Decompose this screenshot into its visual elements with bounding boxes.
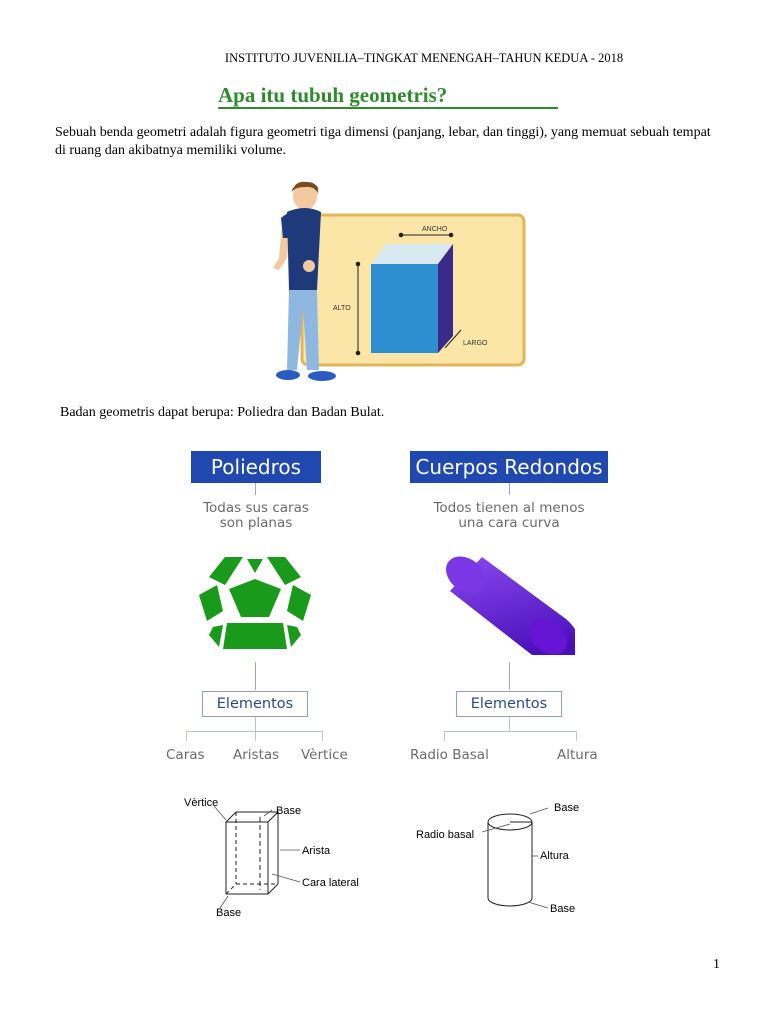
connector-line xyxy=(255,662,256,690)
redondos-caption-line1: Todos tienen al menos xyxy=(433,500,585,516)
redondos-caption xyxy=(410,501,608,531)
rectangular-box-icon xyxy=(371,244,453,353)
subtitle-paragraph: Badan geometris dapat berupa: Poliedra dan Badan Bulat. xyxy=(60,405,385,420)
connector-line xyxy=(322,731,323,741)
title-underline xyxy=(218,107,558,109)
poliedros-heading: Poliedros xyxy=(191,451,321,483)
page-number: 1 xyxy=(713,957,720,972)
connector-line xyxy=(509,483,510,495)
prism-label-vertice: Vèrtice xyxy=(184,797,219,809)
label-ancho: ANCHO xyxy=(422,226,448,233)
connector-line xyxy=(255,717,256,731)
element-aristas: Aristas xyxy=(233,747,280,763)
prism-label-arista: Arista xyxy=(302,845,331,857)
connector-line xyxy=(576,731,577,741)
prism-label-base-bottom: Base xyxy=(216,907,242,919)
redondos-caption-line2: una cara curva xyxy=(458,515,560,531)
label-alto: ALTO xyxy=(333,305,351,312)
intro-paragraph: Sebuah benda geometri adalah figura geometri tiga dimensi (panjang, lebar, dan tinggi), yang memuat sebuah tempat di ruang dan akibatnya memiliki volume. xyxy=(55,125,711,158)
document-header: INSTITUTO JUVENILIA–TINGKAT MENENGAH–TAHUN KEDUA - 2018 xyxy=(224,51,624,65)
connector-line xyxy=(186,731,322,732)
poliedros-caption-line1: Todas sus caras xyxy=(203,500,309,516)
cylinder-icon xyxy=(440,555,575,655)
poliedros-caption xyxy=(171,501,341,531)
element-caras: Caras xyxy=(166,747,205,763)
cylinder-label-altura: Altura xyxy=(540,850,569,862)
connector-line xyxy=(509,717,510,731)
connector-line xyxy=(509,662,510,690)
poliedros-elements-box: Elementos xyxy=(202,691,308,717)
redondos-elements-box: Elementos xyxy=(456,691,562,717)
element-vertice: Vèrtice xyxy=(301,747,348,763)
connector-line xyxy=(255,483,256,495)
connector-line xyxy=(255,731,256,741)
prism-label-base-top: Base xyxy=(276,805,302,817)
cylinder-label-base-top: Base xyxy=(554,802,580,814)
element-altura: Altura xyxy=(557,747,598,763)
prism-diagram xyxy=(180,792,380,924)
label-largo: LARGO xyxy=(463,340,488,347)
redondos-heading: Cuerpos Redondos xyxy=(410,451,608,483)
poliedros-caption-line2: son planas xyxy=(219,515,293,531)
connector-line xyxy=(444,731,445,741)
connector-line xyxy=(186,731,187,741)
page-title: Apa itu tubuh geometris? xyxy=(218,83,448,107)
cylinder-label-radio: Radio basal xyxy=(416,829,475,841)
cylinder-label-base-bottom: Base xyxy=(550,903,576,915)
cylinder-diagram xyxy=(412,792,612,924)
dimensions-illustration xyxy=(265,178,530,386)
element-radio-basal: Radio Basal xyxy=(410,747,489,763)
connector-line xyxy=(444,731,576,732)
prism-label-cara-lateral: Cara lateral xyxy=(302,877,359,889)
polyhedron-icon xyxy=(195,555,315,653)
